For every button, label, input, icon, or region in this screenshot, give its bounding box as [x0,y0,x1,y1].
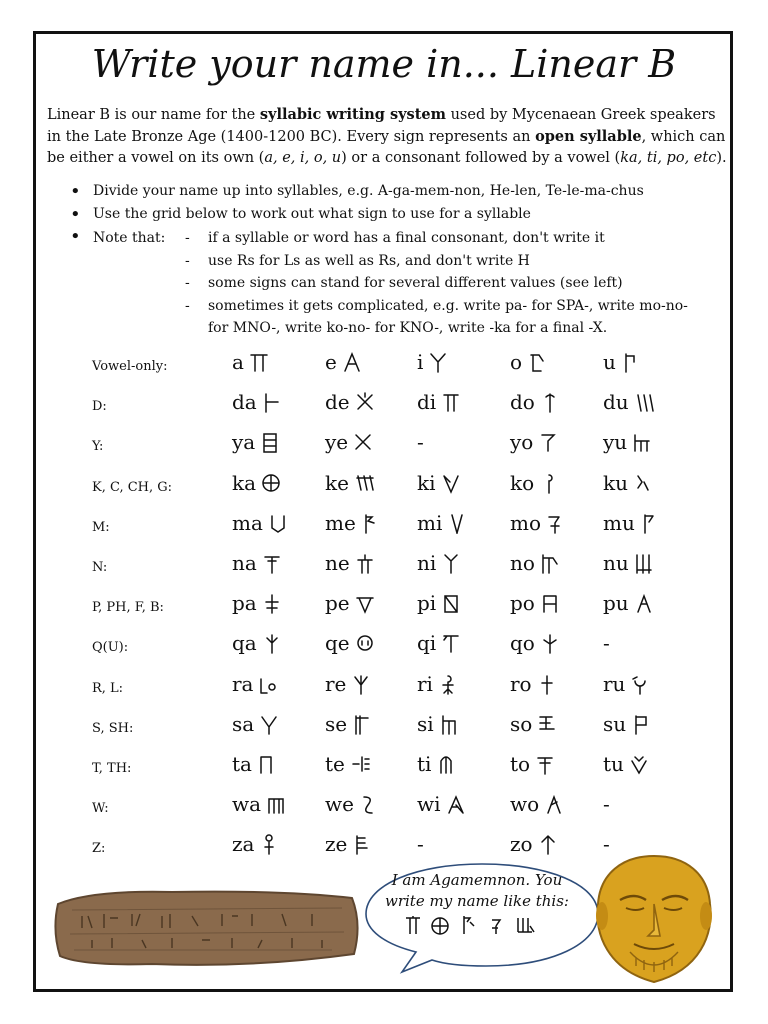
linear-b-sign-icon [261,632,283,654]
syllable-text: - [603,792,610,817]
syllable-text: wi [417,792,441,817]
grid-row-label: W: [92,801,109,817]
syllable-text: u [603,350,616,374]
syllable-cell [510,752,556,776]
grid-row-label: P, PH, F, B: [92,600,164,616]
linear-b-sign-icon [440,552,462,574]
grid-row [92,511,712,547]
syllable-cell [417,672,459,696]
syllable-cell [510,591,561,615]
bullet-dot: • [70,226,81,247]
notes-label: Note that: [93,230,166,246]
syllable-text: wa [232,792,262,817]
syllable-cell [510,832,559,856]
syllable-text: tu [603,752,624,776]
grid-row [92,752,712,788]
linear-b-sign-icon [629,673,651,695]
intro-paragraph: Linear B is our name for the syllabic writing system used by Mycenaean Greek speakers in the Late Bronze Age (1400-1200 BC). Every sign represents an open syllable, which can be either a vowel on its own (a, e, i, o, u) or a consonant followed by a vowel (ka, ti, po, etc). [47,106,727,166]
syllable-text: - [417,430,424,455]
syllable-cell [232,471,282,495]
linear-b-sign-icon [360,512,382,534]
syllable-cell [603,792,610,816]
syllable-cell [510,430,559,454]
syllable-cell [510,712,558,736]
syllable-cell [232,832,280,856]
syllable-text: - [603,631,610,656]
linear-b-sign-icon [440,632,462,654]
syllable-text: ko [510,470,535,495]
linear-b-sign-icon [539,632,561,654]
syllable-text: di [417,390,437,415]
syllable-cell [325,832,373,856]
syllable-text: za [232,832,255,857]
linear-b-sign-icon [259,431,281,453]
syllable-cell [603,511,661,535]
syllable-text: mu [603,510,635,535]
syllable-text: ri [417,671,433,696]
grid-row [92,591,712,627]
syllable-cell [325,430,374,454]
agamemnon-sign-sequence [402,914,552,936]
grid-row-label: S, SH: [92,720,134,736]
syllable-cell [603,551,655,575]
syllable-cell [510,390,561,414]
syllable-text: pu [603,591,629,616]
grid-row-label: D: [92,399,107,415]
syllable-cell [232,430,281,454]
syllable-text: ze [325,832,348,857]
linear-b-sign-icon [258,713,280,735]
grid-row-label: K, C, CH, G: [92,479,173,495]
linear-b-sign-icon [633,552,655,574]
syllable-text: ra [232,671,254,696]
linear-b-sign-icon [537,431,559,453]
syllable-cell [417,390,462,414]
syllable-text: e [325,350,337,374]
syllable-cell [603,752,650,776]
syllable-text: na [232,551,257,575]
syllable-cell [325,511,382,535]
syllable-text: zo [510,832,533,857]
syllable-text: do [510,390,535,415]
linear-b-sign-icon [539,592,561,614]
syllable-cell [603,430,653,454]
linear-b-sign-icon [353,472,375,494]
linear-b-sign-icon [435,753,457,775]
syllable-text: a [232,350,244,374]
linear-b-sign-icon [628,753,650,775]
syllable-text: te [325,752,345,776]
syllable-cell [232,631,283,655]
syllable-cell [510,792,565,816]
instruction-item: • Divide your name up into syllables, e.g. A-ga-mem-non, He-len, Te-le-ma-chus [66,180,726,203]
syllable-cell [325,792,380,816]
syllable-cell [417,350,449,374]
linear-b-sign-icon [354,632,376,654]
linear-b-sign-icon [351,833,373,855]
note-item: for MNO-, write ko-no- for KNO-, write -ka for a final -X. [208,320,608,336]
grid-row [92,430,712,466]
grid-row-label: N: [92,560,108,575]
syllable-text: mi [417,510,443,535]
note-item: sometimes it gets complicated, e.g. write pa- for SPA-, write mo-no- [208,297,688,314]
grid-row-label: Y: [92,439,104,455]
syllable-cell [325,350,363,374]
syllable-cell [232,350,270,374]
grid-row [92,792,712,828]
syllable-text: me [325,510,356,535]
syllable-cell [510,672,558,696]
grid-row [92,390,712,426]
syllable-cell [603,390,655,414]
syllable-text: qa [232,631,257,656]
syllable-text: ke [325,470,349,495]
syllable-cell [417,832,424,856]
syllable-cell [232,752,278,776]
syllable-cell [603,672,651,696]
linear-b-sign-icon [446,512,468,534]
linear-b-sign-icon [354,592,376,614]
linear-b-sign-icon [537,833,559,855]
syllable-text: po [510,591,535,616]
syllable-text: ti [417,752,432,776]
grid-row-label: R, L: [92,680,124,696]
syllable-text: pe [325,591,350,616]
syllable-cell [417,591,462,615]
grid-row [92,712,712,748]
syllable-cell [417,551,462,575]
syllable-text: se [325,711,348,736]
linear-b-sign-icon [358,793,380,815]
instruction-list [66,180,726,226]
syllable-text: da [232,390,257,415]
linear-b-sign-icon [261,592,283,614]
syllable-text: pi [417,591,437,616]
linear-b-sign-icon [536,713,558,735]
syllable-cell [417,712,460,736]
syllable-text: mo [510,510,542,535]
note-item: if a syllable or word has a final consonant, don't write it [208,230,605,246]
linear-b-sign-icon [427,351,449,373]
syllable-text: du [603,390,629,415]
syllable-cell [325,551,376,575]
syllable-text: ni [417,551,437,575]
linear-b-sign-icon [349,753,371,775]
linear-b-sign-icon [438,713,460,735]
linear-b-sign-icon [437,673,459,695]
syllable-cell [325,752,371,776]
syllable-cell [603,631,610,655]
syllable-text: i [417,350,424,374]
linear-b-sign-icon [352,431,374,453]
syllable-text: yu [603,430,628,455]
linear-b-sign-icon [539,552,561,574]
bubble-text: I am Agamemnon. You write my name like this: [372,870,582,942]
syllable-cell [510,511,567,535]
linear-b-sign-icon [354,391,376,413]
syllable-cell [325,631,376,655]
linear-b-sign-icon [620,351,642,373]
syllable-cell [325,672,372,696]
syllable-text: ya [232,430,256,455]
syllable-text: ki [417,470,436,495]
linear-b-sign-icon [440,391,462,413]
syllable-cell [417,631,462,655]
linear-b-sign-icon [633,391,655,413]
note-item: some signs can stand for several different values (see left) [208,275,623,291]
syllable-text: pa [232,591,257,616]
linear-b-sign-icon [261,391,283,413]
linear-b-sign-icon [538,472,560,494]
syllable-cell [325,712,373,736]
syllable-cell [232,672,279,696]
syllable-text: ye [325,430,349,455]
linear-b-sign-icon [248,351,270,373]
linear-b-sign-icon [536,673,558,695]
syllable-cell [510,471,560,495]
syllable-text: ru [603,671,626,696]
syllable-cell [510,631,561,655]
clay-tablet-image [52,884,362,970]
linear-b-sign-icon [351,713,373,735]
linear-b-sign-icon [543,793,565,815]
syllable-cell [417,792,467,816]
syllable-text: wo [510,792,540,817]
syllable-text: de [325,390,350,415]
syllable-text: - [603,832,610,857]
note-item: use Rs for Ls as well as Rs, and don't write H [208,252,530,269]
syllable-text: qo [510,631,535,656]
syllable-cell [325,471,375,495]
notes-block: Note that: - if a syllable or word has a final consonant, don't write it - use Rs for Ls as well as Rs, and don't write H - some signs can stand for several different values (see left) - sometimes it gets complicated, e.g. write pa- for SPA-, write mo-no- for MNO-, write ko-no- for KNO-, write -ka for a final -X. [93,227,728,340]
syllable-cell [417,752,457,776]
linear-b-sign-icon [440,592,462,614]
linear-b-sign-icon [267,512,289,534]
linear-b-sign-icon [258,833,280,855]
linear-b-sign-icon [534,753,556,775]
linear-b-sign-icon [440,472,462,494]
grid-row-label: Z: [92,841,106,857]
grid-row [92,672,712,708]
syllable-cell [232,390,283,414]
linear-b-sign-icon [256,753,278,775]
syllable-cell [510,551,561,575]
syllable-cell [510,350,548,374]
syllable-text: qi [417,631,437,656]
syllable-cell [232,792,287,816]
syllable-text: ma [232,510,263,535]
syllable-cell [325,390,376,414]
syllable-text: ta [232,752,252,776]
syllable-text: o [510,350,523,374]
linear-b-sign-icon [261,552,283,574]
syllable-cell [603,471,654,495]
syllable-text: qe [325,631,350,656]
syllable-cell [603,350,642,374]
linear-b-sign-icon [260,472,282,494]
syllable-text: su [603,711,627,736]
grid-row-label: M: [92,519,110,535]
grid-row-label: Q(U): [92,640,129,656]
syllable-cell [417,511,468,535]
syllable-cell [232,591,283,615]
grid-row-label: Vowel-only: [92,359,168,374]
syllable-text: so [510,711,533,736]
syllable-cell [232,511,289,535]
syllable-cell [232,712,280,736]
gold-mask-of-agamemnon-image [590,852,718,987]
syllable-text: we [325,792,354,817]
linear-b-sign-icon [257,673,279,695]
syllable-cell [232,551,283,575]
linear-b-sign-icon [526,351,548,373]
syllable-cell [603,712,652,736]
linear-b-sign-icon [539,391,561,413]
grid-row [92,471,712,507]
syllable-cell [603,591,655,615]
linear-b-sign-icon [545,512,567,534]
syllable-cell [325,591,376,615]
syllable-text: ku [603,470,628,495]
syllable-cell [417,430,424,454]
linear-b-sign-icon [350,673,372,695]
linear-b-sign-icon [354,552,376,574]
linear-b-sign-icon [265,793,287,815]
linear-b-sign-icon [341,351,363,373]
grid-row [92,350,712,386]
syllable-text: - [417,832,424,857]
syllable-text: si [417,711,434,736]
syllable-text: yo [510,430,534,455]
linear-b-sign-icon [630,713,652,735]
grid-row [92,631,712,667]
agamemnon-signs [372,914,582,942]
syllable-text: to [510,752,531,776]
instruction-item: • Use the grid below to work out what sign to use for a syllable [66,203,726,226]
grid-row [92,551,712,587]
syllable-text: ro [510,671,532,696]
linear-b-sign-icon [632,472,654,494]
linear-b-sign-icon [445,793,467,815]
syllable-text: ne [325,551,350,575]
linear-b-sign-icon [639,512,661,534]
syllable-text: sa [232,711,255,736]
syllable-text: re [325,671,347,696]
linear-b-sign-icon [631,431,653,453]
syllable-cell [417,471,462,495]
syllable-text: ka [232,470,257,495]
syllable-text: nu [603,551,629,575]
linear-b-sign-icon [633,592,655,614]
grid-row-label: T, TH: [92,761,132,776]
page-title: Write your name in... Linear B [91,42,677,86]
syllable-text: no [510,551,535,575]
